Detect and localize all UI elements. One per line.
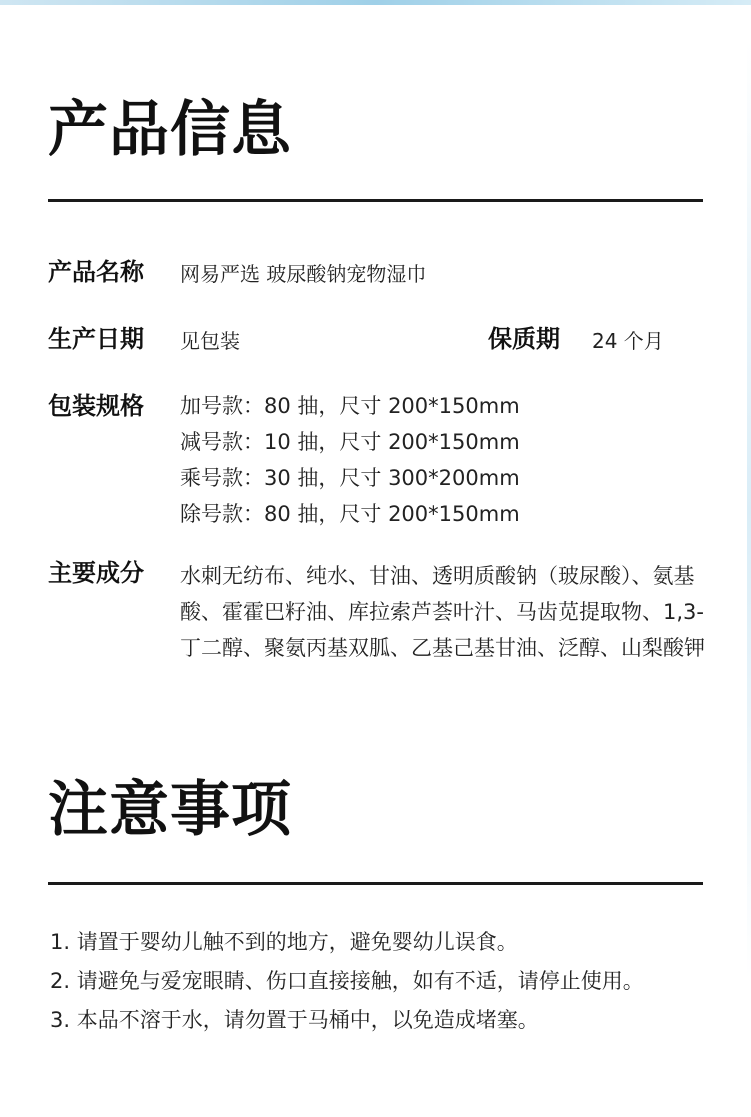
notes-divider <box>48 882 703 885</box>
shelf-life-label: 保质期 <box>488 325 560 353</box>
product-info-title: 产品信息 <box>48 95 292 165</box>
production-date-label: 生产日期 <box>48 325 144 353</box>
package-spec-label: 包装规格 <box>48 392 144 420</box>
production-date-row <box>48 324 711 356</box>
product-name-value: 网易严选 玻尿酸钠宠物湿巾 <box>180 262 427 286</box>
notes-title: 注意事项 <box>48 775 292 845</box>
package-spec-item: 减号款：10 抽，尺寸 200*150mm <box>180 430 520 454</box>
ingredients-label: 主要成分 <box>48 559 144 587</box>
package-spec-row <box>48 391 711 541</box>
top-accent-band <box>0 0 751 5</box>
right-edge-accent <box>747 40 751 980</box>
package-spec-item: 乘号款：30 抽，尺寸 300*200mm <box>180 466 520 490</box>
notes-list <box>50 926 644 1043</box>
package-spec-item: 除号款：80 抽，尺寸 200*150mm <box>180 502 520 526</box>
ingredients-row <box>48 558 711 708</box>
package-spec-item: 加号款：80 抽，尺寸 200*150mm <box>180 394 520 418</box>
note-item: 3. 本品不溶于水，请勿置于马桶中，以免造成堵塞。 <box>50 1008 539 1032</box>
note-item: 1. 请置于婴幼儿触不到的地方，避免婴幼儿误食。 <box>50 930 518 954</box>
ingredients-value: 水刺无纺布、纯水、甘油、透明质酸钠（玻尿酸）、氨基酸、霍霍巴籽油、库拉索芦荟叶汁、马齿苋提取物、1,3- 丁二醇、聚氨丙基双胍、乙基己基甘油、泛醇、山梨酸钾 <box>180 564 705 660</box>
package-spec-list <box>180 391 520 535</box>
shelf-life-value: 24 个月 <box>592 329 664 353</box>
production-date-value: 见包装 <box>180 329 240 353</box>
product-name-label: 产品名称 <box>48 258 144 286</box>
product-info-divider <box>48 199 703 202</box>
note-item: 2. 请避免与爱宠眼睛、伤口直接接触，如有不适，请停止使用。 <box>50 969 644 993</box>
